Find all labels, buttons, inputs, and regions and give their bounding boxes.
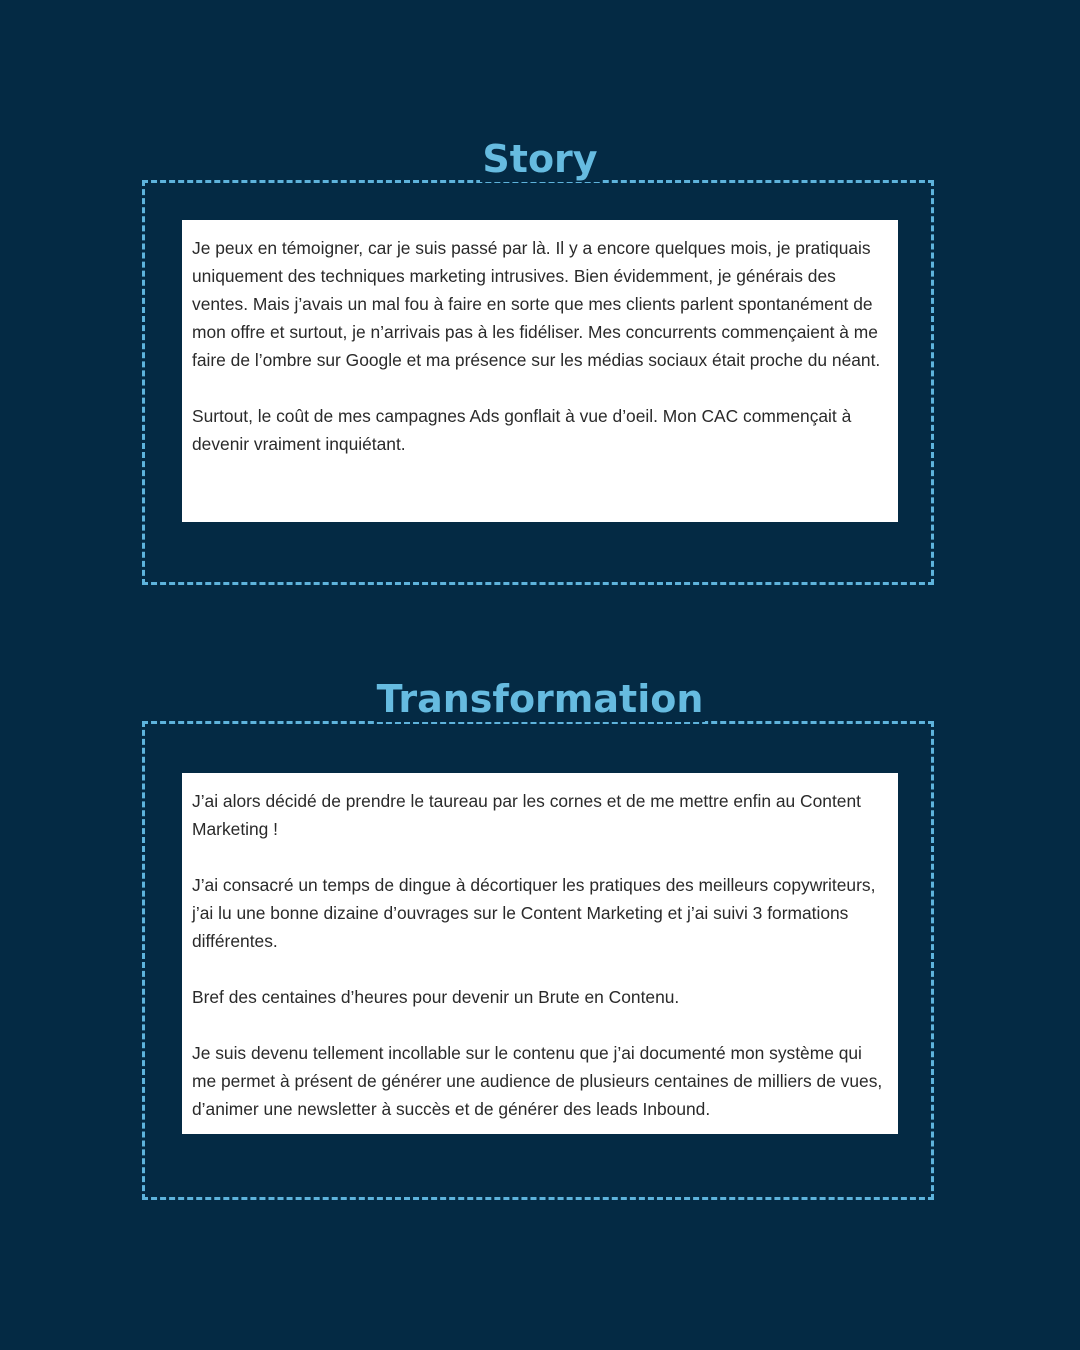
story-paragraph-2: Surtout, le coût de mes campagnes Ads gonflait à vue d’oeil. Mon CAC commençait à devenir vraiment inquiétant. [192, 406, 852, 454]
transformation-title-text: Transformation [376, 677, 704, 721]
story-title-text: Story [482, 137, 598, 181]
transformation-paragraph-1 [192, 787, 889, 843]
transformation-paragraph-4: Je suis devenu tellement incollable sur le contenu que j’ai documenté mon système qui me permet à présent de générer une audience de plusieurs centaines de milliers de vues, d’animer une newsletter à succès et de générer des leads Inbound. [192, 1043, 883, 1119]
transformation-paragraph-1-text: J’ai alors décidé de prendre le taureau par les cornes et de me mettre enfin au Content Marketing ! [192, 791, 861, 839]
transformation-paragraph-3: Bref des centaines d’heures pour devenir un Brute en Contenu. [192, 987, 680, 1007]
transformation-card [182, 773, 898, 1134]
story-card [182, 220, 898, 522]
story-title [0, 136, 1080, 182]
transformation-paragraph-2: J’ai consacré un temps de dingue à décortiquer les pratiques des meilleurs copywriteurs, j’ai lu une bonne dizaine d’ouvrages sur le Content Marketing et j’ai suivi 3 formations différentes. [192, 875, 876, 951]
transformation-title [0, 676, 1080, 722]
story-paragraph-1: Je peux en témoigner, car je suis passé par là. Il y a encore quelques mois, je pratiquais uniquement des techniques marketing intrusives. Bien évidemment, je générais des ventes. Mais j’avais un mal fou à faire en sorte que mes clients parlent spontanément de mon offre et surtout, je n’arrivais pas à les fidéliser. Mes concurrents commençaient à me faire de l’ombre sur Google et ma présence sur les médias sociaux était proche du néant. [192, 238, 881, 370]
